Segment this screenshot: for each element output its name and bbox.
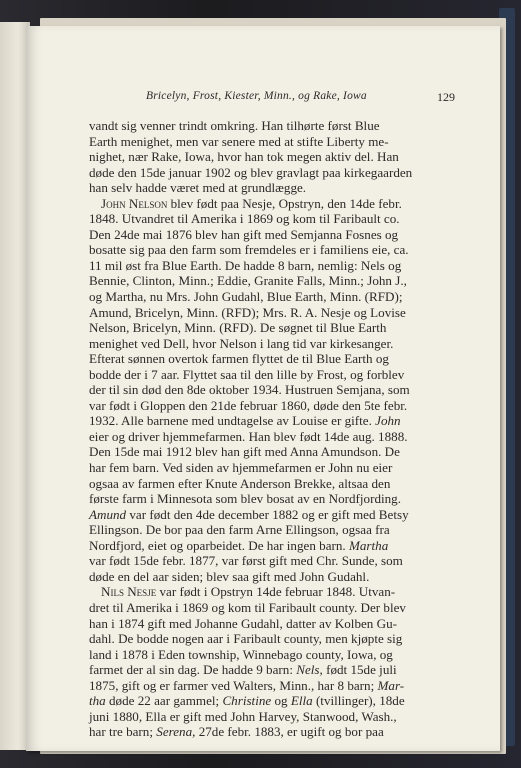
text-segment: land i 1878 i Eden township, Winnebago county, Iowa, og <box>89 646 393 662</box>
person-name: John Nelson <box>101 195 168 211</box>
text-line <box>89 476 481 492</box>
text-segment: bosatte sig paa den farm som fremdeles er i familiens eie, ca. <box>89 242 409 258</box>
text-line <box>89 118 481 134</box>
text-segment: var født i Gloppen den 21de februar 1860, døde den 5te febr. <box>89 397 408 413</box>
running-title: Bricelyn, Frost, Kiester, Minn., og Rake, Iowa <box>146 90 367 102</box>
emphasis-text: Ella <box>290 693 313 709</box>
person-name: Nils Nesje <box>101 584 157 600</box>
text-segment: Nordfjord, eiet og oparbeidet. De har ingen barn. <box>89 537 349 553</box>
emphasis-text: Nels, <box>296 662 323 678</box>
text-segment: 1848. Utvandret til Amerika i 1869 og kom til Faribault co. <box>89 211 400 227</box>
text-line <box>89 211 481 227</box>
text-line <box>89 600 481 616</box>
text-segment: Ellingson. De bor paa den farm Arne Ellingson, ogsaa fra <box>89 522 390 538</box>
text-line <box>89 678 481 694</box>
text-line <box>89 662 481 678</box>
text-line <box>89 724 481 740</box>
text-segment: var født i Opstryn 14de februar 1848. Utvan- <box>156 584 396 600</box>
text-segment: Efterat sønnen overtok farmen flyttet de til Blue Earth og <box>89 351 389 367</box>
text-segment: har fem barn. Ved siden av hjemmefarmen er John nu eier <box>89 460 393 476</box>
text-segment: Den 15de mai 1912 blev han gift med Anna Amundson. De <box>89 444 400 460</box>
text-line <box>89 165 481 181</box>
text-line <box>89 444 481 460</box>
text-segment: bodde der i 7 aar. Flyttet saa til den lille by Frost, og forblev <box>89 366 405 382</box>
text-segment: blev født paa Nesje, Opstryn, den 14de febr. <box>167 195 402 211</box>
text-segment: Nelson, Bricelyn, Minn. (RFD). De søgnet til Blue Earth <box>89 320 387 336</box>
text-line <box>89 351 481 367</box>
emphasis-text: Serena, <box>156 724 196 740</box>
text-line <box>89 336 481 352</box>
text-segment: 1932. Alle barnene med undtagelse av Louise er gifte. <box>89 413 376 429</box>
text-line <box>89 367 481 383</box>
text-line <box>89 227 481 243</box>
emphasis-text: tha <box>89 693 106 709</box>
emphasis-text: Christine <box>222 693 272 709</box>
text-line <box>89 491 481 507</box>
text-segment: og <box>271 693 291 709</box>
text-segment: dret til Amerika i 1869 og kom til Faribault county. Der blev <box>89 599 406 615</box>
page-number: 129 <box>437 90 455 104</box>
text-segment: døde den 15de januar 1902 og blev gravlagt paa kirkegaarden <box>89 164 413 180</box>
text-segment: juni 1880, Ella er gift med John Harvey, Stanwood, Wash., <box>89 708 397 724</box>
text-line <box>89 631 481 647</box>
text-segment: dahl. De bodde nogen aar i Faribault county, men kjøpte sig <box>89 631 403 647</box>
text-segment: han i 1874 gift med Johanne Gudahl, datter av Kolben Gu- <box>89 615 397 631</box>
text-line <box>89 382 481 398</box>
text-line <box>89 429 481 445</box>
text-line <box>89 538 481 554</box>
text-line <box>89 258 481 274</box>
emphasis-text: Martha <box>348 537 389 553</box>
text-line <box>89 553 481 569</box>
text-segment: vandt sig venner trindt omkring. Han tilhørte først Blue <box>89 118 380 133</box>
text-segment: var født 15de febr. 1877, var først gift med Chr. Sunde, som <box>89 553 403 569</box>
text-segment: menighet ved Dell, hvor Nelson i lang tid var kirkesanger. <box>89 335 394 351</box>
text-segment: farmet der al sin dag. De hadde 9 barn: <box>89 662 297 678</box>
text-segment: Den 24de mai 1876 blev han gift med Semjanna Fosnes og <box>89 226 399 242</box>
text-line <box>89 616 481 632</box>
text-segment: (tvillinger), 18de <box>312 693 405 709</box>
text-segment: var født den 4de december 1882 og er gift med Betsy <box>126 506 409 522</box>
text-line <box>89 398 481 414</box>
text-segment: ogsaa av farmen efter Knute Anderson Brekke, altsaa den <box>89 475 391 491</box>
text-line <box>89 242 481 258</box>
text-line <box>89 305 481 321</box>
text-segment: 11 mil øst fra Blue Earth. De hadde 8 barn, nemlig: Nels og <box>89 257 402 273</box>
text-segment: Earth menighet, men var senere med at stifte Liberty me- <box>89 133 389 149</box>
text-segment: nighet, nær Rake, Iowa, hvor han tok megen aktiv del. Han <box>89 149 399 165</box>
running-head <box>26 90 500 108</box>
text-line <box>89 693 481 709</box>
text-segment: han selv hadde været med at grundlægge. <box>89 180 307 196</box>
text-segment: har tre barn; <box>89 724 157 740</box>
text-segment: 1875, gift og er farmer ved Walters, Minn., har 8 barn; <box>89 677 378 693</box>
body-text <box>89 118 481 740</box>
text-line <box>89 522 481 538</box>
text-line <box>89 196 481 212</box>
text-line <box>89 289 481 305</box>
text-segment: døde en del aar siden; blev saa gift med John Gudahl. <box>89 568 370 584</box>
text-segment: Bennie, Clinton, Minn.; Eddie, Granite Falls, Minn.; John J., <box>89 273 407 289</box>
text-line <box>89 180 481 196</box>
emphasis-text: Amund <box>89 506 127 522</box>
text-segment: Amund, Bricelyn, Minn. (RFD); Mrs. R. A. Nesje og Lovise <box>89 304 406 320</box>
text-segment: født 15de juli <box>322 662 397 678</box>
text-line <box>89 460 481 476</box>
text-segment: eier og driver hjemmefarmen. Han blev født 14de aug. 1888. <box>89 428 408 444</box>
text-line <box>89 413 481 429</box>
text-line <box>89 507 481 523</box>
emphasis-text: John <box>375 413 401 429</box>
text-segment: der til sin død den 8de oktober 1934. Hustruen Semjana, som <box>89 382 410 398</box>
text-line <box>89 647 481 663</box>
text-line <box>89 134 481 150</box>
text-line <box>89 149 481 165</box>
emphasis-text: Mar- <box>377 677 405 693</box>
book-page <box>26 26 500 751</box>
text-line <box>89 569 481 585</box>
text-segment: og Martha, nu Mrs. John Gudahl, Blue Earth, Minn. (RFD); <box>89 289 403 305</box>
text-segment: døde 22 aar gammel; <box>105 693 223 709</box>
text-line <box>89 273 481 289</box>
text-line <box>89 320 481 336</box>
text-line <box>89 584 481 600</box>
text-segment: 27de febr. 1883, er ugift og bor paa <box>195 724 384 740</box>
text-segment: første farm i Minnesota som blev bosat av en Nordfjording. <box>89 491 401 507</box>
text-line <box>89 709 481 725</box>
